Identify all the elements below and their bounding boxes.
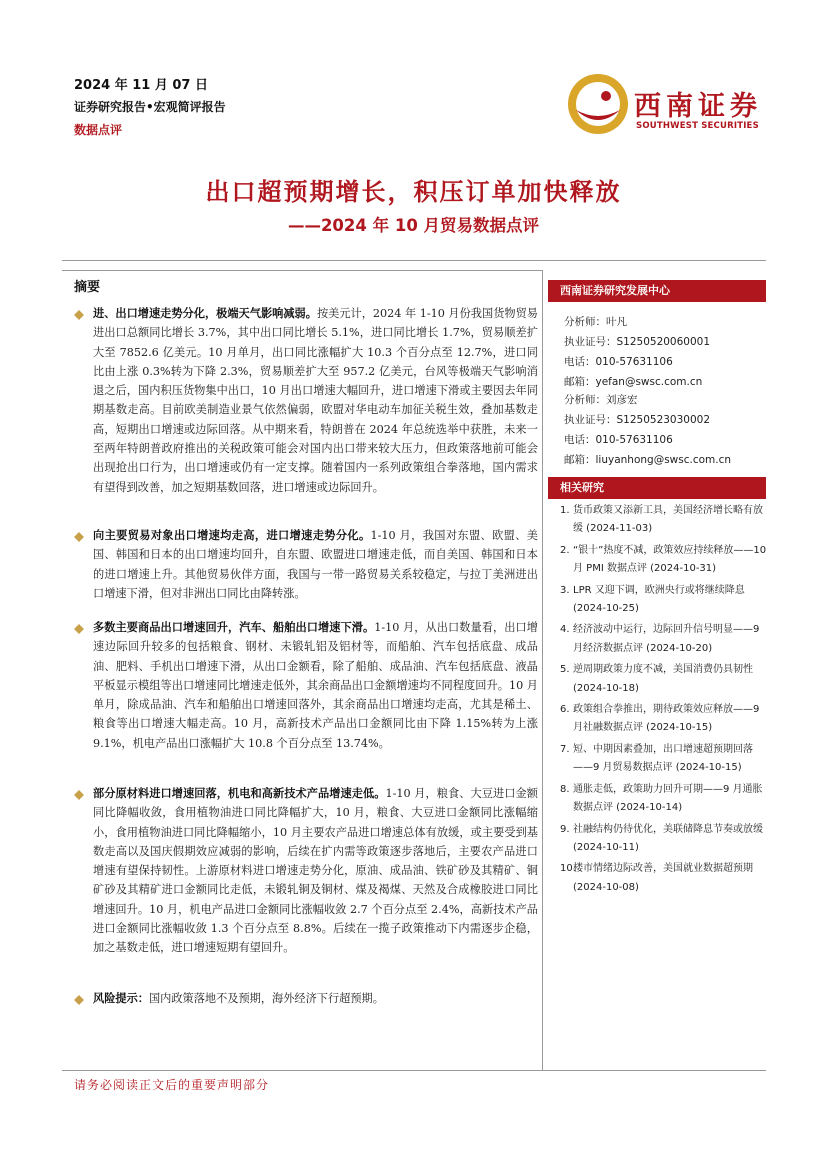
- diamond-bullet-icon: [74, 310, 84, 320]
- diamond-bullet-icon: [74, 995, 84, 1005]
- report-date: 2024 年 11 月 07 日: [74, 78, 208, 93]
- analyst-email[interactable]: 邮箱：yefan@swsc.com.cn: [564, 376, 703, 388]
- divider: [62, 270, 542, 271]
- abstract-paragraph: [93, 618, 538, 753]
- page-title: 出口超预期增长，积压订单加快释放: [205, 178, 622, 206]
- paragraph-lead: 风险提示：: [93, 992, 149, 1005]
- related-research-header: 相关研究: [548, 477, 766, 499]
- diamond-bullet-icon: [74, 532, 84, 542]
- analyst-phone: 电话：010-57631106: [564, 356, 673, 368]
- related-item[interactable]: 9. 社融结构仍待优化，美联储降息节奏或放缓 (2024-10-11): [560, 823, 763, 853]
- paragraph-body: 1-10 月，从出口数量看，出口增速边际回升较多的包括粮食、钢材、未锻轧铝及铝材等，而船舶、汽车包括底盘、成品油、肥料、手机出口增速下滑，从出口金额看，除了船舶、成品油、汽车包括底盘、液晶平板显示模组等出口增速同比增速走低外，其余商品出口金额增速均不同程度回升。10 月单月，除成品油、汽车和船舶出口增速回落外，其余商品出口增速均走高，尤其是稀土、粮食等出口增速大幅走高。10 月，高新技术产品出口金额同比由下降 1.15%转为上涨 9.1%，机电产品出口涨幅扩大 10.8 个百分点至 13.74%。: [93, 621, 538, 750]
- research-center-header: 西南证券研究发展中心: [548, 280, 766, 302]
- related-item[interactable]: 10. 楼市情绪边际改善，美国就业数据超预期 (2024-10-08): [560, 863, 753, 893]
- paragraph-body: 1-10 月，粮食、大豆进口金额同比降幅收敛，食用植物油进口同比降幅扩大，10 月，粮食、大豆进口金额同比涨幅缩小，食用植物油进口同比降幅缩小，10 月主要农产品进口增速总体有放缓，或主要受到基数走高以及国庆假期效应减弱的影响，后续在扩内需等政策逐步落地后，主要农产品进口增速有望保持韧性。上游原材料进口增速走势分化，原油、成品油、铁矿砂及其精矿、铜矿砂及其精矿进口金额同比走低，未锻轧铜及铜材、煤及褐煤、天然及合成橡胶进口同比增速回升。10 月，机电产品进口金额同比涨幅收敛 2.7 个百分点至 2.4%，高新技术产品进口金额同比涨幅收敛 1.3 个百分点至 8.8%。后续在一揽子政策推动下内需逐步企稳，加之基数走低，进口增速短期有望回升。: [93, 787, 538, 955]
- analyst-phone: 电话：010-57631106: [564, 434, 673, 446]
- logo-text-cn: 西南证券: [634, 91, 762, 122]
- related-item[interactable]: 1. 货币政策又添新工具，美国经济增长略有放缓 (2024-11-03): [560, 505, 763, 535]
- paragraph-lead: 部分原材料进口增速回落，机电和高新技术产品增速走低。: [93, 787, 386, 800]
- paragraph-body: 按美元计，2024 年 1-10 月份我国货物贸易进出口总额同比增长 3.7%，其中出口同比增长 5.1%，进口同比增长 1.7%，贸易顺差扩大至 7852.6 亿美元。10 月单月，出口同比涨幅扩大 10.3 个百分点至 12.7%，进口同比由上涨 0.3%转为下降 2.3%，贸易顺差扩大至 957.2 亿美元，台风等极端天气影响消退之后，国内积压货物集中出口，10 月出口增速大幅回升，进口增速下滑或主要因去年同期基数走高。目前欧美制造业景气依然偏弱，欧盟对华电动车加征关税生效，叠加基数走高，短期出口增速或边际回落。从中期来看，特朗普在 2024 年总统选举中获胜，未来一至两年特朗普政府推出的关税政策可能会对国内出口带来较大压力，但政策落地前可能会出现抢出口行为，出口增速或仍有一定支撑。随着国内一系列政策组合拳落地，国内需求有望得到改善，加之短期基数回落，进口增速或边际回升。: [93, 307, 538, 494]
- divider: [62, 260, 766, 261]
- related-item[interactable]: 5. 逆周期政策力度不减，美国消费仍具韧性 (2024-10-18): [560, 664, 753, 694]
- analyst-email[interactable]: 邮箱：liuyanhong@swsc.com.cn: [564, 454, 732, 466]
- related-item[interactable]: 3. LPR 又迎下调，欧洲央行或将继续降息 (2024-10-25): [560, 584, 745, 615]
- related-item[interactable]: 4. 经济波动中运行，边际回升信号明显——9 月经济数据点评 (2024-10-20): [560, 624, 760, 654]
- related-item[interactable]: 6. 政策组合拳推出，期待政策效应释放——9 月社融数据点评 (2024-10-15): [560, 704, 760, 734]
- footer-divider: [62, 1070, 766, 1071]
- logo-text-en: SOUTHWEST SECURITIES: [636, 121, 759, 131]
- paragraph-body: 1-10 月，我国对东盟、欧盟、美国、韩国和日本的出口增速均回升，自东盟、欧盟进口增速走低，而自美国、韩国和日本的进口增速上升。其他贸易伙伴方面，我国与一带一路贸易关系较稳定，与拉丁美洲进出口增速下滑，但对非洲出口同比由降转涨。: [93, 529, 538, 600]
- abstract-heading: 摘要: [74, 280, 101, 295]
- related-research-list: [560, 502, 772, 900]
- abstract-paragraph: [93, 989, 538, 1008]
- analyst-name: 分析师：叶凡: [564, 316, 627, 328]
- column-divider: [542, 270, 543, 1070]
- related-item[interactable]: 8. 通胀走低，政策助力回升可期——9 月通胀数据点评 (2024-10-14): [560, 783, 763, 814]
- diamond-bullet-icon: [74, 790, 84, 800]
- paragraph-lead: 多数主要商品出口增速回升，汽车、船舶出口增速下滑。: [93, 621, 375, 634]
- analyst-license: 执业证号：S1250523030002: [564, 414, 711, 426]
- page-subtitle: ——2024 年 10 月贸易数据点评: [287, 216, 540, 235]
- report-subtype: 数据点评: [74, 123, 123, 137]
- analyst-block: [564, 312, 764, 392]
- paragraph-lead: 向主要贸易对象出口增速均走高，进口增速走势分化。: [93, 529, 371, 542]
- analyst-license: 执业证号：S1250520060001: [564, 336, 711, 348]
- paragraph-lead: 进、出口增速走势分化，极端天气影响减弱。: [93, 307, 317, 320]
- diamond-bullet-icon: [74, 624, 84, 634]
- analyst-block: [564, 390, 764, 470]
- related-item[interactable]: 2. “银十”热度不减，政策效应持续释放——10 月 PMI 数据点评 (2024-10-31): [560, 544, 767, 575]
- abstract-paragraph: [93, 784, 538, 958]
- analyst-name: 分析师：刘彦宏: [564, 394, 638, 406]
- logo-emblem-icon: [566, 72, 630, 136]
- abstract-paragraph: [93, 304, 538, 497]
- related-item[interactable]: 7. 短、中期因素叠加，出口增速超预期回落——9 月贸易数据点评 (2024-10-15): [560, 743, 753, 774]
- paragraph-body: 国内政策落地不及预期，海外经济下行超预期。: [148, 992, 384, 1005]
- abstract-paragraph: [93, 526, 538, 603]
- report-type: 证券研究报告•宏观简评报告: [74, 100, 226, 114]
- disclaimer-notice: 请务必阅读正文后的重要声明部分: [74, 1078, 270, 1092]
